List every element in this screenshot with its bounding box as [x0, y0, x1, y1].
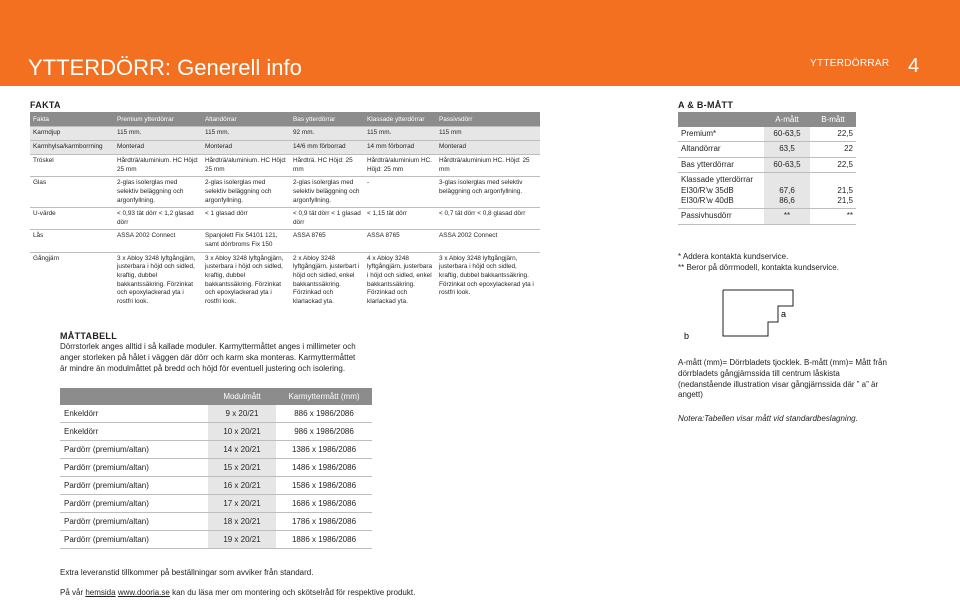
table-cell: 14 mm förborrad [364, 141, 436, 155]
table-cell: 10 x 20/21 [208, 423, 276, 441]
door-profile-diagram [678, 288, 878, 348]
table-cell: Enkeldörr [60, 423, 208, 441]
hemsida-link[interactable]: hemsida [85, 588, 116, 597]
table-row [30, 155, 540, 177]
table-cell: 63,5 [764, 142, 810, 157]
ab-notes [678, 251, 898, 273]
table-cell: Gångjärn [30, 252, 114, 308]
diagram-label-a: a [781, 309, 787, 319]
ab-col-header: A-mått [764, 112, 810, 127]
mattabell-col-header: Modulmått [208, 388, 276, 405]
table-row [678, 127, 856, 142]
table-cell: Glas [30, 177, 114, 208]
ab-col-header: B-mått [810, 112, 856, 127]
table-cell: Pardörr (premium/altan) [60, 513, 208, 531]
table-cell: 2-glas isolerglas med selektiv beläggning och argonfyllning. [202, 177, 290, 208]
table-cell: Klassade ytterdörrar EI30/R'w 35dB EI30/R'w 40dB [678, 173, 764, 209]
table-cell: 92 mm. [290, 127, 364, 141]
table-cell: 16 x 20/21 [208, 477, 276, 495]
table-cell: 1486 x 1986/2086 [276, 459, 372, 477]
table-cell: Hårdträ/aluminium HC. Höjd: 25 mm [364, 155, 436, 177]
table-cell: 986 x 1986/2086 [276, 423, 372, 441]
table-cell: Altandörrar [678, 142, 764, 157]
table-cell: 22 [810, 142, 856, 157]
table-cell: 2-glas isolerglas med selektiv beläggning och argonfyllning. [290, 177, 364, 208]
table-cell: - [364, 177, 436, 208]
footer-website: På vår hemsida www.dooria.se kan du läsa mer om montering och skötselråd för respektive produkt. [60, 588, 416, 597]
table-cell: 14/6 mm förborrad [290, 141, 364, 155]
table-cell: 3-glas isolerglas med selektiv beläggning och argonfyllning. [436, 177, 540, 208]
table-cell: ASSA 8765 [364, 230, 436, 252]
table-cell: 21,5 21,5 [810, 173, 856, 209]
table-cell: Lås [30, 230, 114, 252]
table-cell: < 1 glasad dörr [202, 208, 290, 230]
fakta-col-header: Klassade ytterdörrar [364, 112, 436, 127]
table-row [30, 208, 540, 230]
table-cell: Premium* [678, 127, 764, 142]
table-cell: Monterad [114, 141, 202, 155]
table-row [30, 177, 540, 208]
ab-table [678, 112, 856, 225]
table-cell: 886 x 1986/2086 [276, 405, 372, 423]
mattabell-heading: MÅTTABELL [60, 331, 118, 341]
fakta-col-header: Fakta [30, 112, 114, 127]
table-cell: 15 x 20/21 [208, 459, 276, 477]
table-row [30, 141, 540, 155]
table-cell: Tröskel [30, 155, 114, 177]
ab-heading: A & B-MÅTT [678, 100, 734, 110]
table-cell: ** [810, 209, 856, 224]
table-row [60, 405, 372, 423]
table-cell: Pardörr (premium/altan) [60, 477, 208, 495]
table-cell: 22,5 [810, 157, 856, 172]
table-cell: Monterad [202, 141, 290, 155]
fakta-col-header: Passivsdörr [436, 112, 540, 127]
table-cell: < 0,9 tät dörr < 1 glasad dörr [290, 208, 364, 230]
table-cell: 1686 x 1986/2086 [276, 495, 372, 513]
diagram-description: A-mått (mm)= Dörrbladets tjocklek. B-mått (mm)= Mått från dörrbladets gångjärnssida till centrum låskista (nedanstående illustration visar gångjärnssida där ” a” är angett) [678, 358, 887, 400]
table-row [678, 209, 856, 224]
table-cell: 3 x Abloy 3248 lyftgångjärn, justerbara i höjd och sidled, kraftig, dubbel bakkantssäkring. Förzinkat och epoxylackerad yta i rostfri look. [202, 252, 290, 308]
table-cell: Spanjolett Fix 54101 121, samt dörrbroms Fix 150 [202, 230, 290, 252]
table-cell: ASSA 2002 Connect [436, 230, 540, 252]
fakta-heading: FAKTA [30, 100, 61, 110]
table-cell: 1886 x 1986/2086 [276, 531, 372, 549]
table-cell: Hårdträ/aluminium. HC Höjd: 25 mm [202, 155, 290, 177]
table-cell: < 0,93 tät dörr < 1,2 glasad dörr [114, 208, 202, 230]
page-header [0, 0, 960, 86]
mattabell-col-header [60, 388, 208, 405]
table-cell: 14 x 20/21 [208, 441, 276, 459]
table-cell: 19 x 20/21 [208, 531, 276, 549]
ab-note-2: ** Beror på dörrmodell, kontakta kundservice. [678, 263, 839, 273]
table-cell: 115 mm. [114, 127, 202, 141]
table-cell: Pardörr (premium/altan) [60, 495, 208, 513]
table-cell: 2-glas isolerglas med selektiv beläggning och argonfyllning. [114, 177, 202, 208]
table-row [60, 423, 372, 441]
table-row [60, 477, 372, 495]
table-cell: 115 mm. [202, 127, 290, 141]
table-cell: Karmdjup [30, 127, 114, 141]
table-cell: Pardörr (premium/altan) [60, 531, 208, 549]
table-cell: 67,6 86,6 [764, 173, 810, 209]
table-cell: 115 mm. [364, 127, 436, 141]
table-cell: 60-63,5 [764, 127, 810, 142]
dooria-link[interactable]: www.dooria.se [117, 588, 170, 597]
table-cell: Hårdträ. HC Höjd: 25 mm [290, 155, 364, 177]
page-number: 4 [908, 55, 920, 77]
table-row [678, 173, 856, 209]
table-cell: ASSA 8765 [290, 230, 364, 252]
fakta-col-header: Premium ytterdörrar [114, 112, 202, 127]
section-label: YTTERDÖRRAR [810, 58, 890, 69]
page-title: YTTERDÖRR: Generell info [28, 55, 302, 80]
diagram-label-b: b [684, 331, 690, 341]
table-cell: 17 x 20/21 [208, 495, 276, 513]
table-row [60, 441, 372, 459]
table-row [678, 142, 856, 157]
table-cell: 18 x 20/21 [208, 513, 276, 531]
fakta-col-header: Bas ytterdörrar [290, 112, 364, 127]
table-row [60, 531, 372, 549]
table-cell: Pardörr (premium/altan) [60, 441, 208, 459]
table-cell: Enkeldörr [60, 405, 208, 423]
table-cell: 4 x Abloy 3248 lyftgångjärn, justerbara i höjd och sidled, enkel bakkantssäkring. Förzinkad och klarlackad yta. [364, 252, 436, 308]
fakta-col-header: Altandörrar [202, 112, 290, 127]
table-row [30, 127, 540, 141]
table-row [678, 157, 856, 172]
table-cell: 1386 x 1986/2086 [276, 441, 372, 459]
table-cell: Passivhusdörr [678, 209, 764, 224]
table-cell: 3 x Abloy 3248 lyftgångjärn, justerbara i höjd och sidled, kraftig, dubbel bakkantssäkring. Förzinkat och epoxylackerad yta i rostfri look. [114, 252, 202, 308]
table-cell: Bas ytterdörrar [678, 157, 764, 172]
table-cell: 1786 x 1986/2086 [276, 513, 372, 531]
table-row [60, 513, 372, 531]
table-cell: < 1,15 tät dörr [364, 208, 436, 230]
table-row [30, 252, 540, 308]
table-cell: U-värde [30, 208, 114, 230]
diagram-note: Notera:Tabellen visar mått vid standardbeslagning. [678, 414, 858, 423]
table-cell: Monterad [436, 141, 540, 155]
table-cell: 60-63,5 [764, 157, 810, 172]
table-cell: 22,5 [810, 127, 856, 142]
table-cell: Karmhylsa/karmborrning [30, 141, 114, 155]
table-cell: ASSA 2002 Connect [114, 230, 202, 252]
table-cell: Hårdträ/aluminium. HC Höjd: 25 mm [114, 155, 202, 177]
ab-col-header [678, 112, 764, 127]
mattabell-table [60, 388, 372, 549]
mattabell-col-header: Karmyttermått (mm) [276, 388, 372, 405]
footer-note: Extra leveranstid tillkommer på beställningar som avviker från standard. [60, 568, 314, 577]
table-cell: 9 x 20/21 [208, 405, 276, 423]
table-row [60, 495, 372, 513]
mattabell-description: Dörrstorlek anges alltid i så kallade moduler. Karmyttermåttet anges i millimeter och anger storleken på hålet i väggen där dörr och karm ska monteras. Karmyttermåttet är mindre än modulmåttet på bredd och höjd för eventuell justering och isolering. [60, 342, 356, 373]
table-row [30, 230, 540, 252]
table-cell: 1586 x 1986/2086 [276, 477, 372, 495]
fakta-table [30, 112, 540, 309]
table-cell: ** [764, 209, 810, 224]
table-cell: < 0,7 tät dörr < 0,8 glasad dörr [436, 208, 540, 230]
ab-note-1: * Addera kontakta kundservice. [678, 252, 789, 261]
table-row [60, 459, 372, 477]
table-cell: 3 x Abloy 3248 lyftgångjärn, justerbara i höjd och sidled, kraftig, dubbel bakkantssäkring. Förzinkat och epoxylackerad yta i rostfri look. [436, 252, 540, 308]
table-cell: Hårdträ/aluminium HC. Höjd: 25 mm [436, 155, 540, 177]
table-cell: 115 mm [436, 127, 540, 141]
table-cell: 2 x Abloy 3248 lyftgångjärn, justerbart i höjd och sidled, enkel bakkantssäkring. Förzinkad och klarlackad yta. [290, 252, 364, 308]
table-cell: Pardörr (premium/altan) [60, 459, 208, 477]
